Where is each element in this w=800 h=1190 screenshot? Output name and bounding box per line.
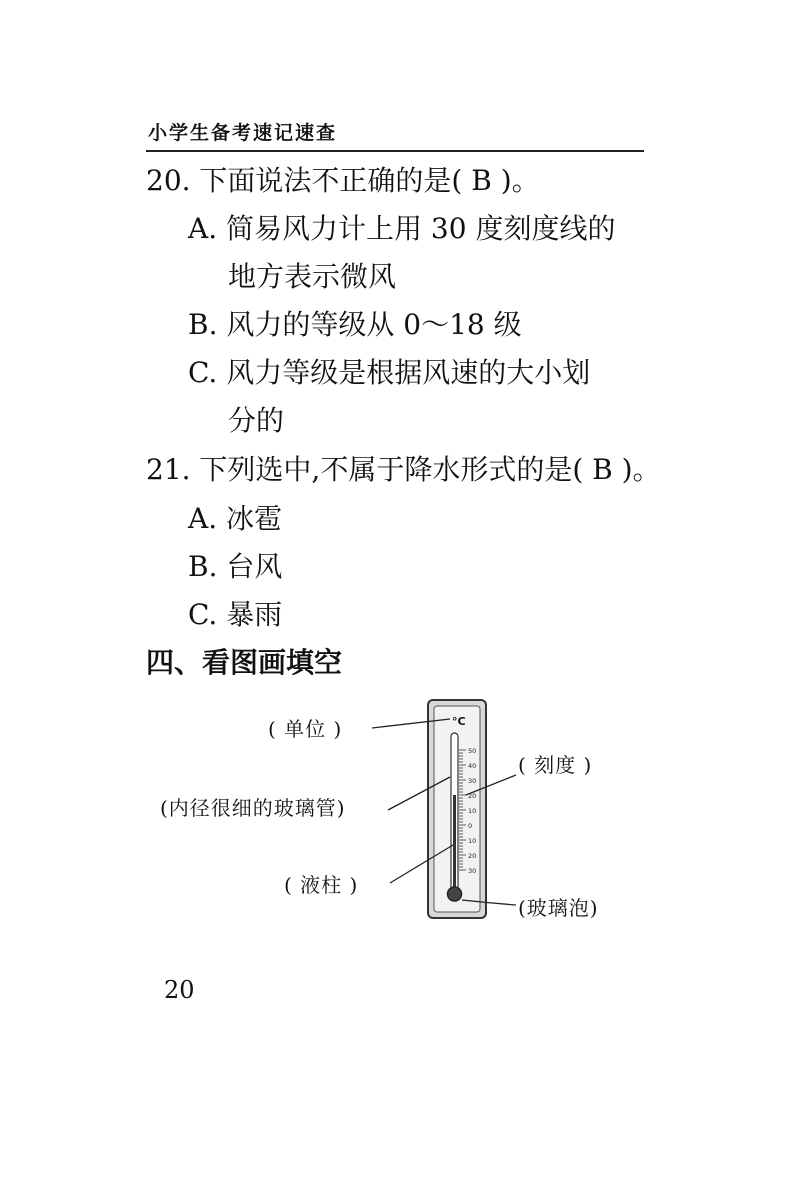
question-20-option-b: B. 风力的等级从 0～18 级 <box>188 308 522 341</box>
scale-number: 20 <box>468 852 477 860</box>
label-glass-bulb: (玻璃泡) <box>518 896 599 920</box>
page-number: 20 <box>164 976 195 1004</box>
scale-number: 20 <box>468 792 477 800</box>
section-4-title: 四、看图画填空 <box>146 646 343 679</box>
unit-symbol: °C <box>452 715 466 728</box>
question-20-option-a: A. 简易风力计上用 30 度刻度线的 <box>188 212 616 245</box>
question-21-option-a: A. 冰雹 <box>188 502 283 535</box>
scale-number: 40 <box>468 762 477 770</box>
question-21-option-c: C. 暴雨 <box>188 598 283 631</box>
scale-number: 10 <box>468 837 477 845</box>
question-20-option-a-continued: 地方表示微风 <box>228 260 397 293</box>
liquid-column <box>453 795 456 893</box>
question-20-stem: 20. 下面说法不正确的是( B )。 <box>146 164 540 197</box>
question-20-option-c-continued: 分的 <box>228 404 285 437</box>
label-unit: ( 单位 ) <box>268 717 343 741</box>
scale-number: 0 <box>468 822 473 830</box>
question-20-option-c: C. 风力等级是根据风速的大小划 <box>188 356 591 389</box>
running-head: 小学生备考速记速查 <box>148 122 338 144</box>
scale-number: 30 <box>468 867 477 875</box>
glass-bulb <box>448 887 462 901</box>
header-rule <box>146 150 644 152</box>
scale-number: 10 <box>468 807 477 815</box>
label-glass-tube: (内径很细的玻璃管) <box>160 796 346 820</box>
scale-number: 50 <box>468 747 477 755</box>
label-scale: ( 刻度 ) <box>518 753 593 777</box>
label-liquid-column: ( 液柱 ) <box>284 873 359 897</box>
scale-number: 30 <box>468 777 477 785</box>
question-21-option-b: B. 台风 <box>188 550 283 583</box>
question-21-stem: 21. 下列选中,不属于降水形式的是( B )。 <box>146 453 661 486</box>
thermometer-figure <box>150 695 650 925</box>
